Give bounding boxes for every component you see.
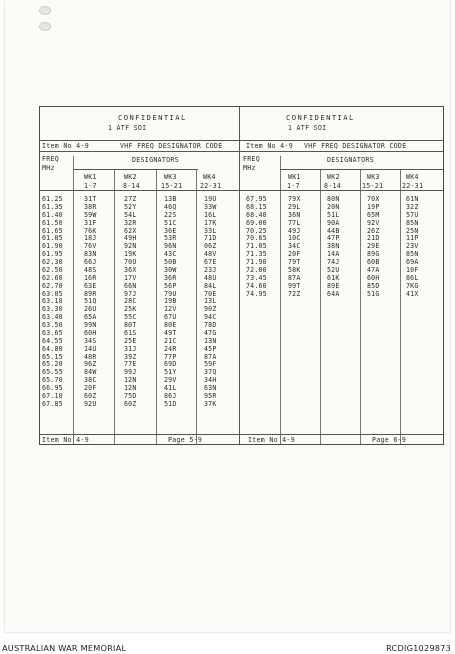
table-cell: 12N — [124, 384, 137, 392]
week-range: 8-14 — [123, 182, 141, 190]
table-cell: 74.60 — [246, 281, 267, 290]
table-cell: 63.50 — [42, 321, 63, 329]
table-cell: 25N — [406, 226, 419, 235]
week-range: 22-31 — [402, 182, 424, 190]
table-cell: 67E — [204, 258, 217, 266]
table-cell: 85N — [406, 218, 419, 227]
table-cell: 28C — [124, 297, 137, 306]
table-cell: 31F — [84, 218, 97, 227]
table-cell: 74.95 — [246, 289, 267, 298]
table-cell: 67.95 — [246, 195, 267, 203]
table-cell: 65A — [84, 313, 97, 322]
table-cell: 65M — [367, 210, 380, 219]
wk-divider — [360, 169, 361, 444]
week-range: 22-31 — [200, 182, 222, 190]
table-cell: 89E — [327, 281, 340, 290]
table-cell: 65.55 — [42, 368, 63, 377]
wk-divider — [196, 169, 197, 444]
table-cell: 59W — [84, 210, 97, 219]
table-cell: 47G — [204, 328, 217, 337]
table-cell: 47A — [367, 265, 380, 274]
table-cell: 17K — [204, 218, 217, 227]
table-cell: 13B — [164, 195, 177, 203]
table-cell: 63.05 — [42, 289, 63, 298]
table-cell: 44B — [327, 226, 340, 235]
wk2-column-right — [327, 196, 340, 298]
table-cell: 61.35 — [42, 202, 63, 211]
footer-item-number: Item No 4-9 — [42, 436, 89, 444]
table-cell: 60Z — [124, 399, 137, 408]
table-cell: 69.00 — [246, 218, 267, 227]
table-cell: 60B — [367, 258, 380, 266]
table-cell: 45P — [204, 344, 217, 353]
table-cell: 66J — [84, 258, 97, 266]
table-cell: 11P — [406, 234, 419, 243]
table-cell: 64.55 — [42, 336, 63, 345]
archive-source-label: AUSTRALIAN WAR MEMORIAL — [2, 643, 127, 653]
table-cell: 37K — [204, 399, 217, 408]
table-cell: 73.45 — [246, 273, 267, 282]
table-cell: 36E — [164, 226, 177, 235]
table-cell: 52U — [327, 265, 340, 274]
table-cell: 84W — [84, 368, 97, 377]
table-cell: 51L — [327, 210, 340, 219]
table-cell: 90A — [327, 218, 340, 227]
table-cell: 63.40 — [42, 313, 63, 322]
table-cell: 51Q — [84, 297, 97, 306]
table-cell: 34C — [288, 242, 301, 251]
confidential-label: CONFIDENTIAL — [118, 113, 187, 122]
wk4-column-right — [406, 196, 419, 298]
table-cell: 96N — [164, 242, 177, 251]
table-cell: 19U — [204, 195, 217, 203]
table-cell: 61.40 — [42, 210, 63, 219]
table-cell: 99J — [124, 368, 137, 377]
week-header: WK3 — [367, 173, 380, 181]
table-cell: 57U — [406, 210, 419, 219]
table-cell: 20N — [327, 202, 340, 211]
table-cell: 72.00 — [246, 265, 267, 274]
table-cell: 97J — [124, 289, 137, 298]
table-cell: 39Z — [124, 352, 137, 361]
table-cell: 62.60 — [42, 273, 63, 282]
archive-record-id: RCDIG1029873 — [386, 643, 451, 653]
mhz-header: MHz — [42, 164, 55, 172]
table-cell: 67.10 — [42, 391, 63, 400]
table-cell: 79U — [164, 289, 177, 298]
table-cell: 79T — [288, 258, 301, 266]
table-cell: 49H — [124, 234, 137, 243]
table-cell: 71.35 — [246, 250, 267, 259]
designators-header: DESIGNATORS — [327, 156, 374, 164]
table-cell: 14A — [327, 250, 340, 259]
table-cell: 23J — [204, 265, 217, 274]
table-cell: 89G — [367, 250, 380, 259]
table-cell: 77P — [164, 352, 177, 361]
table-cell: 69A — [406, 258, 419, 266]
table-cell: 86J — [164, 391, 177, 400]
table-cell: 70U — [124, 258, 137, 266]
week-range: 15-21 — [161, 182, 183, 190]
table-cell: 10C — [288, 234, 301, 243]
unit-label: 1 ATF SOI — [288, 124, 327, 132]
table-cell: 84L — [204, 281, 217, 290]
table-cell: 47P — [327, 234, 340, 243]
table-cell: 61.25 — [42, 195, 63, 203]
table-cell: 80T — [124, 321, 137, 329]
table-cell: 72Z — [288, 289, 301, 298]
table-cell: 61S — [124, 328, 137, 337]
footer-page-number: Page 6-9 — [372, 436, 407, 444]
week-range: 15-21 — [362, 182, 384, 190]
freq-col-divider-right — [280, 156, 281, 444]
wk3-column-right — [367, 196, 380, 298]
table-cell: 41L — [164, 384, 177, 392]
week-range: 1-7 — [84, 182, 97, 190]
table-cell: 60Z — [84, 391, 97, 400]
table-cell: 77L — [288, 218, 301, 227]
table-cell: 49J — [288, 226, 301, 235]
table-cell: 41X — [406, 289, 419, 298]
table-cell: 24R — [164, 344, 177, 353]
table-cell: 27Z — [124, 195, 137, 203]
table-cell: 46Q — [164, 202, 177, 211]
week-range: 1-7 — [287, 182, 300, 190]
table-cell: 13L — [204, 297, 217, 306]
wk1-column-left — [84, 196, 97, 409]
confidential-label: CONFIDENTIAL — [286, 113, 355, 122]
table-cell: 80E — [164, 321, 177, 329]
freq-header: FREQ — [243, 155, 261, 163]
table-cell: 62.70 — [42, 281, 63, 290]
header-rule — [40, 190, 443, 191]
table-cell: 83N — [84, 250, 97, 259]
table-cell: 26Z — [367, 226, 380, 235]
table-cell: 68.40 — [246, 210, 267, 219]
table-cell: 48S — [84, 265, 97, 274]
unit-label: 1 ATF SOI — [108, 124, 147, 132]
designators-header: DESIGNATORS — [132, 156, 179, 164]
table-cell: 63.10 — [42, 297, 63, 306]
table-cell: 70.25 — [246, 226, 267, 235]
table-cell: 7KG — [406, 281, 419, 290]
frequency-designator-table — [39, 106, 444, 445]
table-cell: 94C — [204, 313, 217, 322]
table-cell: 32R — [124, 218, 137, 227]
table-cell: 12V — [164, 305, 177, 314]
item-number: Item No 4-9 — [42, 142, 89, 150]
table-cell: 85N — [406, 250, 419, 259]
table-cell: 31J — [124, 344, 137, 353]
table-cell: 21D — [367, 234, 380, 243]
table-cell: 63.30 — [42, 305, 63, 314]
header-rule — [73, 169, 198, 170]
table-cell: 89R — [84, 289, 97, 298]
table-cell: 14U — [84, 344, 97, 353]
footer-rule — [40, 434, 443, 435]
week-header: WK1 — [84, 173, 97, 181]
table-cell: 61.85 — [42, 234, 63, 243]
table-cell: 23V — [406, 242, 419, 251]
table-cell: 38R — [84, 202, 97, 211]
table-cell: 99N — [84, 321, 97, 329]
table-cell: 29L — [288, 202, 301, 211]
table-cell: 48U — [204, 273, 217, 282]
table-cell: 53R — [164, 234, 177, 243]
week-header: WK3 — [164, 173, 177, 181]
punch-hole — [39, 6, 51, 15]
table-cell: 33W — [204, 202, 217, 211]
table-cell: 71D — [204, 234, 217, 243]
table-cell: 21C — [164, 336, 177, 345]
table-cell: 16L — [204, 210, 217, 219]
table-cell: 63E — [84, 281, 97, 290]
week-header: WK2 — [124, 173, 137, 181]
table-cell: 61.90 — [42, 242, 63, 251]
table-cell: 66.95 — [42, 384, 63, 392]
table-cell: 51D — [164, 399, 177, 408]
table-cell: 48V — [204, 250, 217, 259]
mhz-header: MHz — [243, 164, 256, 172]
table-title: VHF FREQ DESIGNATOR CODE — [120, 142, 223, 150]
table-cell: 51G — [367, 289, 380, 298]
week-header: WK2 — [327, 173, 340, 181]
table-cell: 63.65 — [42, 328, 63, 337]
table-cell: 19P — [367, 202, 380, 211]
wk1-column-right — [288, 196, 301, 298]
table-cell: 34S — [84, 336, 97, 345]
table-cell: 52Y — [124, 202, 137, 211]
table-cell: 25E — [124, 336, 137, 345]
table-cell: 67U — [164, 313, 177, 322]
week-range: 8-14 — [324, 182, 342, 190]
table-cell: 18J — [84, 234, 97, 243]
table-cell: 48R — [84, 352, 97, 361]
table-cell: 20F — [288, 250, 301, 259]
wk4-column-left — [204, 196, 217, 409]
table-cell: 70E — [204, 289, 217, 298]
freq-col-divider-left — [73, 156, 74, 444]
freq-column-left — [42, 196, 63, 409]
table-cell: 33L — [204, 226, 217, 235]
table-cell: 65.70 — [42, 376, 63, 385]
table-cell: 62.30 — [42, 258, 63, 266]
table-cell: 56P — [164, 281, 177, 290]
wk-divider — [156, 169, 157, 444]
table-cell: 61N — [406, 195, 419, 203]
table-cell: 68.15 — [246, 202, 267, 211]
table-cell: 80N — [327, 195, 340, 203]
table-cell: 75D — [124, 391, 137, 400]
table-cell: 66N — [124, 281, 137, 290]
table-cell: 43C — [164, 250, 177, 259]
wk3-column-left — [164, 196, 177, 409]
wk-divider — [114, 169, 115, 444]
table-cell: 65.20 — [42, 360, 63, 369]
table-cell: 17V — [124, 273, 137, 282]
table-cell: 85D — [367, 281, 380, 290]
table-cell: 16R — [84, 273, 97, 282]
week-header: WK1 — [288, 173, 301, 181]
table-cell: 77E — [124, 360, 137, 369]
table-cell: 60H — [84, 328, 97, 337]
wk-divider — [320, 169, 321, 444]
wk2-column-left — [124, 196, 137, 409]
table-cell: 71.05 — [246, 242, 267, 251]
header-rule — [280, 169, 443, 170]
table-cell: 64A — [327, 289, 340, 298]
table-cell: 26U — [84, 305, 97, 314]
table-cell: 13N — [204, 336, 217, 345]
table-cell: 62.50 — [42, 265, 63, 274]
table-cell: 92N — [124, 242, 137, 251]
table-cell: 99T — [288, 281, 301, 290]
table-cell: 76K — [84, 226, 97, 235]
table-cell: 59F — [204, 360, 217, 369]
table-cell: 76V — [84, 242, 97, 251]
table-cell: 87A — [204, 352, 217, 361]
table-cell: 92V — [367, 218, 380, 227]
table-cell: 36R — [164, 273, 177, 282]
table-cell: 61.65 — [42, 226, 63, 235]
table-cell: 38N — [327, 242, 340, 251]
item-number: Item No 4-9 — [246, 142, 293, 150]
table-cell: 67.85 — [42, 399, 63, 408]
table-cell: 87A — [288, 273, 301, 282]
table-cell: 51Y — [164, 368, 177, 377]
table-cell: 96Z — [84, 360, 97, 369]
table-cell: 58K — [288, 265, 301, 274]
table-cell: 70X — [367, 195, 380, 203]
footer-page-number: Page 5-9 — [168, 436, 203, 444]
table-cell: 62X — [124, 226, 137, 235]
table-cell: 55C — [124, 313, 137, 322]
table-cell: 12N — [124, 376, 137, 385]
footer-item-number: Item No 4-9 — [248, 436, 295, 444]
table-cell: 06Z — [204, 242, 217, 251]
header-rule — [40, 151, 443, 152]
table-cell: 63N — [204, 384, 217, 392]
header-rule — [40, 140, 443, 141]
table-cell: 60H — [367, 273, 380, 282]
table-cell: 10F — [406, 265, 419, 274]
document-page — [5, 0, 450, 632]
table-cell: 79X — [288, 195, 301, 203]
table-title: VHF FREQ DESIGNATOR CODE — [304, 142, 407, 150]
freq-column-right — [246, 196, 267, 298]
table-cell: 22S — [164, 210, 177, 219]
table-cell: 70.65 — [246, 234, 267, 243]
punch-hole — [39, 22, 51, 31]
table-cell: 74J — [327, 258, 340, 266]
table-cell: 92U — [84, 399, 97, 408]
table-cell: 61K — [327, 273, 340, 282]
table-cell: 86L — [406, 273, 419, 282]
week-header: WK4 — [203, 173, 216, 181]
table-cell: 51C — [164, 218, 177, 227]
table-cell: 38C — [84, 376, 97, 385]
table-cell: 32Z — [406, 202, 419, 211]
table-cell: 29E — [367, 242, 380, 251]
table-cell: 25K — [124, 305, 137, 314]
wk-divider — [400, 169, 401, 444]
table-cell: 95R — [204, 391, 217, 400]
table-cell: 29V — [164, 376, 177, 385]
table-cell: 54L — [124, 210, 137, 219]
table-cell: 65.15 — [42, 352, 63, 361]
table-cell: 20F — [84, 384, 97, 392]
table-cell: 30W — [164, 265, 177, 274]
table-cell: 69D — [164, 360, 177, 369]
table-cell: 37Q — [204, 368, 217, 377]
table-cell: 50B — [164, 258, 177, 266]
week-header: WK4 — [406, 173, 419, 181]
table-cell: 64.80 — [42, 344, 63, 353]
freq-header: FREQ — [42, 155, 60, 163]
center-divider — [239, 107, 240, 444]
table-cell: 61.95 — [42, 250, 63, 259]
table-cell: 90Z — [204, 305, 217, 314]
table-cell: 49T — [164, 328, 177, 337]
table-cell: 61.50 — [42, 218, 63, 227]
table-cell: 19B — [164, 297, 177, 306]
table-cell: 19K — [124, 250, 137, 259]
table-cell: 71.90 — [246, 258, 267, 266]
table-cell: 34H — [204, 376, 217, 385]
table-cell: 31T — [84, 195, 97, 203]
table-cell: 78D — [204, 321, 217, 329]
table-cell: 36N — [288, 210, 301, 219]
table-cell: 36X — [124, 265, 137, 274]
